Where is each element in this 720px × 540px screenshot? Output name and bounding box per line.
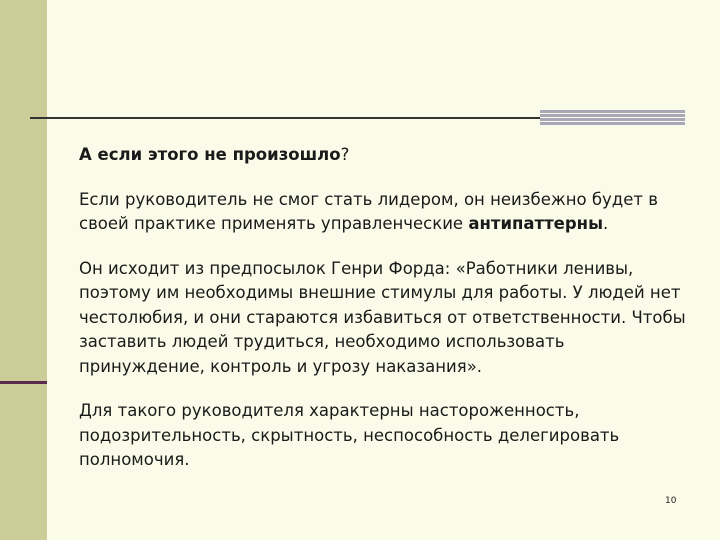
paragraph-leader-text: Если руководитель не смог стать лидером, он неизбежно будет в своей практике применять управленческие <box>79 189 658 233</box>
left-sidebar-bar <box>0 0 47 540</box>
question-bold-text: А если этого не произошло <box>79 145 341 164</box>
paragraph-traits: Для такого руководителя характерны настороженность, подозрительность, скрытность, неспособность делегировать полномочия. <box>79 401 620 469</box>
question-mark: ? <box>340 145 350 164</box>
antipatterns-term: антипаттерны <box>468 214 603 233</box>
slide-content <box>79 143 694 493</box>
paragraph-leader <box>79 188 694 237</box>
sidebar-divider <box>0 381 47 384</box>
header-rule-block <box>540 110 685 126</box>
paragraph-leader-end: . <box>603 214 609 233</box>
paragraph-ford: Он исходит из предпосылок Генри Форда: «Работники ленивы, поэтому им необходимы внешние стимулы для работы. У людей нет честолюбия, и они стараются избавиться от ответственности. Чтобы заставить людей трудиться, необходимо использовать принуждение, контроль и угрозу наказания». <box>79 258 686 376</box>
page-number: 10 <box>665 496 677 506</box>
question-heading <box>79 143 694 168</box>
